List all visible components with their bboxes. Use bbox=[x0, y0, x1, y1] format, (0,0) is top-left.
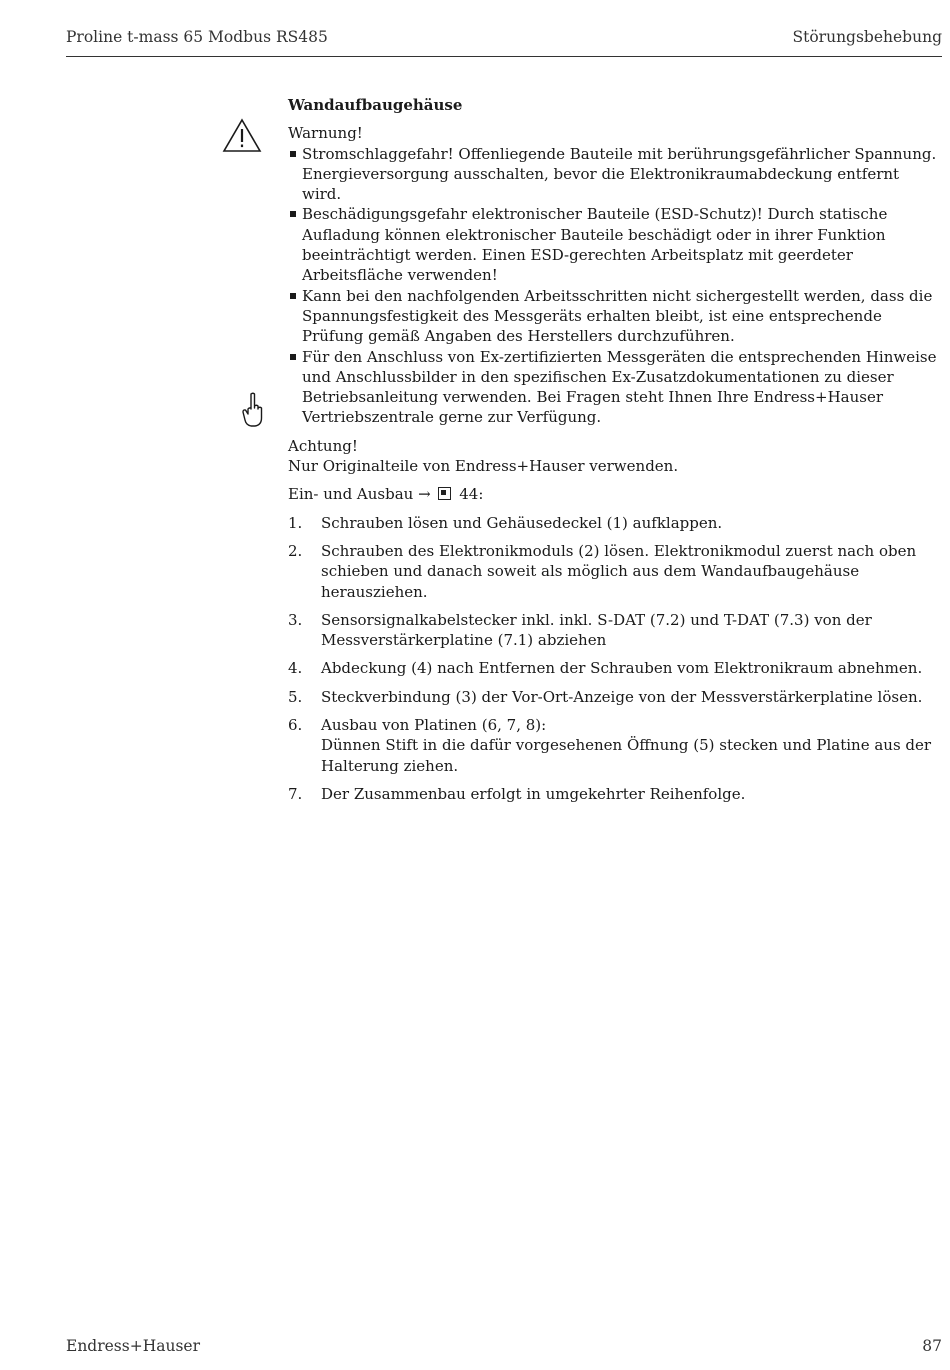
header-document-title: Proline t-mass 65 Modbus RS485 bbox=[66, 28, 328, 46]
page-footer bbox=[66, 1337, 942, 1359]
header-chapter-title: Störungsbehebung bbox=[792, 28, 942, 46]
step-item: 1. Schrauben lösen und Gehäusedeckel (1) aufklappen. bbox=[288, 513, 723, 532]
warning-label: Warnung! bbox=[288, 124, 363, 143]
step-item: 2. Schrauben des Elektronikmoduls (2) lösen. Elektronikmodul zuerst nach oben schieben und danach soweit als möglich aus dem Wandaufbaugehäuse herausziehen. bbox=[288, 541, 917, 601]
page-reference bbox=[288, 484, 942, 504]
caution-label: Achtung! bbox=[288, 436, 358, 455]
bullet-square-icon bbox=[290, 293, 296, 299]
bullet-square-icon bbox=[290, 151, 296, 157]
bullet-square-icon bbox=[290, 211, 296, 217]
warning-item: Stromschlaggefahr! Offenliegende Bauteile mit berührungsgefährlicher Spannung. Energieversorgung ausschalten, bevor die Elektronikraumabdeckung entfernt wird. bbox=[288, 144, 942, 205]
caution-note bbox=[288, 436, 942, 477]
step-item: 6. Ausbau von Platinen (6, 7, 8): Dünnen Stift in die dafür vorgesehenen Öffnung (5) stecken und Platine aus der Halterung ziehen. bbox=[288, 716, 932, 775]
warning-item: Kann bei den nachfolgenden Arbeitsschritten nicht sichergestellt werden, dass die Spannungsfestigkeit des Messgeräts erhalten bleibt, ist eine entsprechende Prüfung gemäß Angaben des Herstellers durchzuführen. bbox=[288, 286, 942, 347]
step-item: 4. Abdeckung (4) nach Entfernen der Schrauben vom Elektronikraum abnehmen. bbox=[288, 659, 923, 678]
warning-note bbox=[288, 123, 942, 427]
header-divider bbox=[66, 56, 942, 57]
warning-item: Für den Anschluss von Ex-zertifizierten Messgeräten die entsprechenden Hinweise und Anschlussbilder in den spezifischen Ex-Zusatzdokumentationen zu dieser Betriebsanleitung verwenden. Bei Fragen steht Ihnen Ihre Endress+Hauser Vertriebszentrale gerne zur Verfügung. bbox=[288, 347, 942, 428]
page-header bbox=[66, 26, 942, 50]
step-item: 5. Steckverbindung (3) der Vor-Ort-Anzeige von der Messverstärkerplatine lösen. bbox=[288, 687, 923, 706]
pointing-hand-icon bbox=[240, 392, 266, 428]
footer-company: Endress+Hauser bbox=[66, 1337, 200, 1355]
caution-text: Nur Originalteile von Endress+Hauser verwenden. bbox=[288, 457, 679, 476]
page-number: 87 bbox=[922, 1337, 942, 1355]
reference-prefix: Ein- und Ausbau → bbox=[288, 485, 431, 504]
main-content bbox=[288, 95, 942, 812]
step-item: 7. Der Zusammenbau erfolgt in umgekehrter Reihenfolge. bbox=[288, 784, 746, 803]
warning-list bbox=[288, 144, 942, 428]
section-title: Wandaufbaugehäuse bbox=[288, 96, 463, 114]
reference-page: 44: bbox=[459, 485, 484, 504]
warning-item: Beschädigungsgefahr elektronischer Bauteile (ESD-Schutz)! Durch statische Aufladung können elektronischer Bauteile beschädigt oder in ihrer Funktion beeinträchtigt werden. Einen ESD-gerechten Arbeitsplatz mit geerdeter Arbeitsfläche verwenden! bbox=[288, 204, 942, 285]
step-item: 3. Sensorsignalkabelstecker inkl. inkl. S-DAT (7.2) und T-DAT (7.3) von der Messverstärkerplatine (7.1) abziehen bbox=[288, 610, 872, 650]
warning-triangle-icon bbox=[222, 118, 262, 154]
page-reference-icon bbox=[438, 487, 451, 500]
procedure-steps bbox=[288, 513, 942, 805]
bullet-square-icon bbox=[290, 354, 296, 360]
